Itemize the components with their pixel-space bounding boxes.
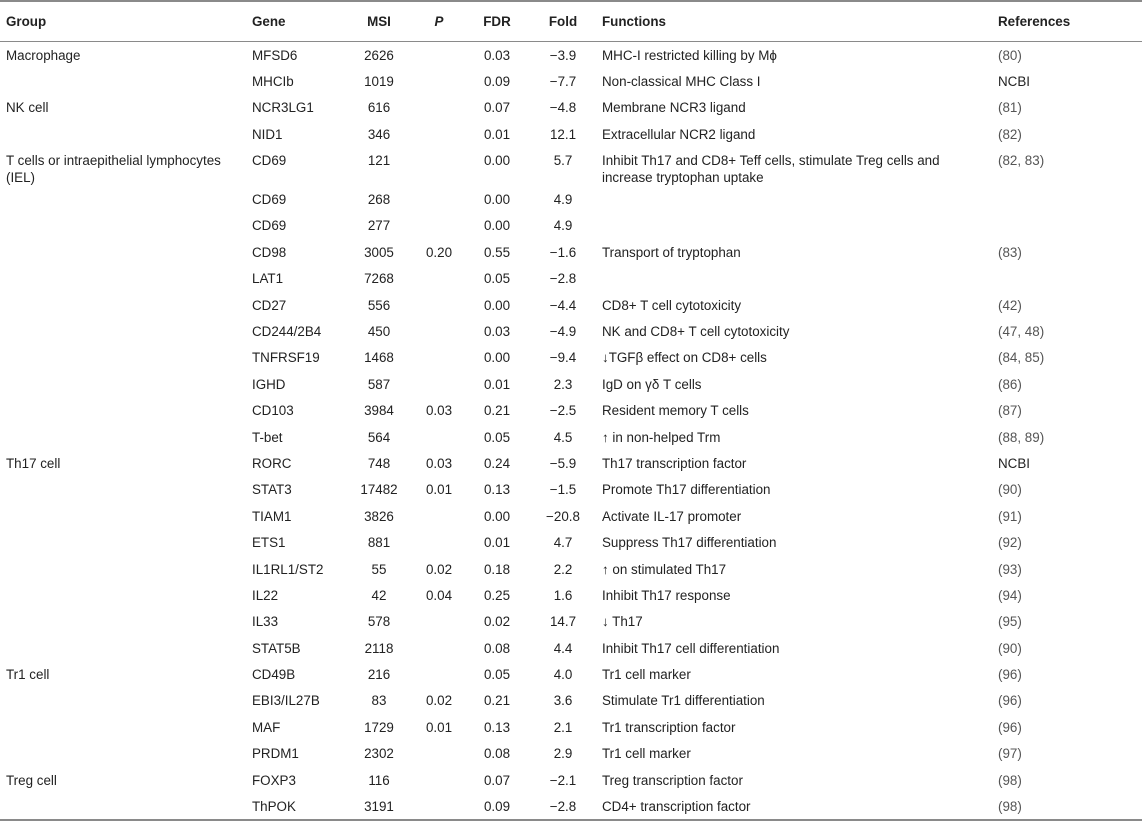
cell-p (414, 318, 464, 344)
cell-fdr: 0.08 (483, 640, 511, 656)
cell-p (414, 424, 464, 450)
cell-fdr: 0.01 (483, 535, 511, 551)
cell-gene: NID1 (252, 126, 283, 142)
cell-msi: 346 (367, 126, 391, 142)
cell-functions (596, 212, 992, 238)
cell-gene: IL33 (252, 614, 279, 630)
cell-references[interactable]: (84, 85) (998, 350, 1045, 366)
cell-msi: 3984 (364, 403, 394, 419)
cell-p (414, 529, 464, 555)
cell-p (414, 265, 464, 291)
cell-functions: Inhibit Th17 cell differentiation (602, 640, 780, 656)
cell-msi: 216 (367, 667, 391, 683)
cell-group (0, 740, 246, 766)
cell-fdr: 0.13 (483, 719, 511, 735)
cell-p (414, 344, 464, 370)
cell-functions: Suppress Th17 differentiation (602, 535, 777, 551)
cell-fold: −3.9 (549, 47, 577, 63)
cell-group (0, 503, 246, 529)
cell-group (0, 239, 246, 265)
table-body (0, 41, 1142, 820)
cell-references[interactable]: (96) (998, 719, 1022, 735)
cell-p (414, 292, 464, 318)
cell-references[interactable]: (83) (998, 244, 1022, 260)
cell-functions: Tr1 cell marker (602, 667, 691, 683)
cell-fold: 2.9 (553, 746, 573, 762)
cell-msi: 42 (371, 587, 387, 603)
cell-functions: ↑ in non-helped Trm (602, 429, 721, 445)
header-functions: Functions (596, 1, 992, 41)
cell-msi: 277 (367, 218, 391, 234)
cell-functions: Tr1 transcription factor (602, 719, 736, 735)
cell-gene: ETS1 (252, 535, 286, 551)
cell-gene: CD27 (252, 297, 287, 313)
cell-fold: −1.6 (549, 244, 577, 260)
table-row (0, 68, 1142, 94)
cell-gene: CD69 (252, 153, 287, 169)
cell-group (0, 714, 246, 740)
table-row (0, 503, 1142, 529)
cell-fdr: 0.18 (483, 561, 511, 577)
cell-msi: 2626 (364, 47, 394, 63)
cell-fold: −2.8 (530, 793, 596, 820)
cell-p: 0.20 (425, 244, 453, 260)
cell-functions: Stimulate Tr1 differentiation (602, 693, 765, 709)
cell-group (0, 186, 246, 212)
cell-group (0, 529, 246, 555)
cell-gene: TIAM1 (252, 508, 292, 524)
cell-fdr: 0.01 (483, 126, 511, 142)
cell-gene: PRDM1 (252, 746, 299, 762)
table-row (0, 529, 1142, 555)
cell-references (992, 186, 1142, 212)
cell-group (0, 635, 246, 661)
cell-fold: −7.7 (549, 73, 577, 89)
cell-msi: 587 (367, 376, 391, 392)
cell-msi: 3005 (364, 244, 394, 260)
table-row (0, 121, 1142, 147)
cell-references[interactable]: (94) (998, 587, 1022, 603)
cell-fdr: 0.05 (483, 667, 511, 683)
cell-functions: ↑ on stimulated Th17 (602, 561, 727, 577)
cell-msi: 1468 (364, 350, 394, 366)
cell-gene: IL22 (252, 587, 279, 603)
table-row (0, 740, 1142, 766)
cell-gene: CD98 (252, 244, 287, 260)
cell-fold: −4.8 (549, 100, 577, 116)
cell-p (414, 740, 464, 766)
cell-group (0, 292, 246, 318)
cell-msi: 556 (367, 297, 391, 313)
cell-fdr: 0.09 (464, 793, 530, 820)
cell-references[interactable]: (80) (998, 47, 1022, 63)
cell-gene: CD103 (252, 403, 294, 419)
cell-msi: 578 (367, 614, 391, 630)
cell-fdr: 0.00 (483, 153, 511, 169)
cell-functions: Treg transcription factor (602, 772, 743, 788)
cell-functions (596, 186, 992, 212)
cell-p (414, 121, 464, 147)
cell-gene: CD49B (252, 667, 296, 683)
cell-msi: 3191 (344, 793, 414, 820)
cell-functions: ↓TGFβ effect on CD8+ cells (602, 350, 767, 366)
header-fdr: FDR (464, 1, 530, 41)
cell-gene: EBI3/IL27B (252, 693, 320, 709)
table-row (0, 476, 1142, 502)
cell-p (414, 767, 464, 793)
cell-gene: RORC (252, 455, 292, 471)
cell-gene: MHCIb (252, 73, 294, 89)
cell-msi: 748 (367, 455, 391, 471)
cell-gene: TNFRSF19 (252, 350, 320, 366)
cell-p: 0.02 (425, 561, 453, 577)
cell-fdr: 0.21 (483, 693, 511, 709)
cell-fdr: 0.03 (483, 324, 511, 340)
table-row (0, 186, 1142, 212)
cell-msi: 450 (367, 324, 391, 340)
cell-fdr: 0.05 (483, 271, 511, 287)
cell-p (414, 41, 464, 68)
cell-references[interactable]: (91) (998, 508, 1022, 524)
cell-functions: Inhibit Th17 and CD8+ Teff cells, stimulate Treg cells and increase tryptophan uptake (602, 153, 940, 186)
cell-msi: 3826 (364, 508, 394, 524)
table-row (0, 424, 1142, 450)
cell-group (0, 793, 246, 820)
cell-functions: Resident memory T cells (602, 403, 749, 419)
cell-functions: IgD on γδ T cells (602, 376, 702, 392)
cell-group (0, 556, 246, 582)
cell-functions: Inhibit Th17 response (602, 587, 731, 603)
cell-group (0, 371, 246, 397)
cell-group (0, 212, 246, 238)
cell-references[interactable]: (96) (998, 667, 1022, 683)
cell-fdr: 0.00 (483, 297, 511, 313)
cell-references[interactable]: (82) (998, 126, 1022, 142)
cell-group (0, 582, 246, 608)
cell-functions: Transport of tryptophan (602, 244, 741, 260)
cell-fdr: 0.55 (483, 244, 511, 260)
cell-references[interactable]: (92) (998, 535, 1022, 551)
cell-functions: Activate IL-17 promoter (602, 508, 742, 524)
cell-fdr: 0.13 (483, 482, 511, 498)
cell-gene: STAT5B (252, 640, 301, 656)
cell-fold: 5.7 (553, 153, 573, 169)
cell-p (414, 608, 464, 634)
cell-msi: 268 (367, 192, 391, 208)
cell-gene: CD244/2B4 (252, 324, 322, 340)
cell-references[interactable]: (95) (998, 614, 1022, 630)
cell-fold: 2.1 (553, 719, 573, 735)
cell-fdr: 0.02 (483, 614, 511, 630)
cell-p: 0.01 (425, 719, 453, 735)
cell-references[interactable]: (98) (998, 772, 1022, 788)
cell-gene: FOXP3 (252, 772, 296, 788)
cell-gene: ThPOK (246, 793, 344, 820)
cell-p (414, 635, 464, 661)
cell-fold: −2.8 (549, 271, 577, 287)
cell-fold: 14.7 (549, 614, 577, 630)
header-msi: MSI (344, 1, 414, 41)
table-row (0, 292, 1142, 318)
cell-fdr: 0.08 (483, 746, 511, 762)
cell-fold: −20.8 (546, 508, 580, 524)
cell-msi: 616 (367, 100, 391, 116)
cell-group (0, 687, 246, 713)
cell-msi: 2302 (364, 746, 394, 762)
cell-references[interactable]: (97) (998, 746, 1022, 762)
cell-p: 0.01 (425, 482, 453, 498)
table-row (0, 582, 1142, 608)
cell-fdr: 0.03 (483, 47, 511, 63)
cell-msi: 17482 (360, 482, 398, 498)
cell-gene: NCR3LG1 (252, 100, 314, 116)
cell-msi: 881 (367, 535, 391, 551)
cell-msi: 564 (367, 429, 391, 445)
cell-msi: 83 (371, 693, 387, 709)
cell-references[interactable]: (93) (998, 561, 1022, 577)
cell-group (0, 265, 246, 291)
cell-group: T cells or intraepithelial lymphocytes (IEL) (6, 153, 221, 186)
table-row (0, 450, 1142, 476)
cell-gene: MFSD6 (252, 47, 298, 63)
cell-references[interactable]: (90) (998, 640, 1022, 656)
table-row (0, 318, 1142, 344)
cell-gene: CD69 (252, 218, 287, 234)
table-row (0, 41, 1142, 68)
cell-references[interactable]: (42) (998, 297, 1022, 313)
cell-fdr: 0.09 (483, 73, 511, 89)
table-row (0, 635, 1142, 661)
cell-fold: 2.2 (553, 561, 573, 577)
cell-fdr: 0.07 (483, 100, 511, 116)
cell-functions: Tr1 cell marker (602, 746, 691, 762)
cell-gene: MAF (252, 719, 281, 735)
cell-fold: −2.1 (549, 772, 577, 788)
cell-references[interactable]: (86) (998, 376, 1022, 392)
table-row (0, 793, 1142, 820)
cell-p (414, 147, 464, 186)
cell-p: 0.04 (425, 587, 453, 603)
cell-references (992, 265, 1142, 291)
cell-fold: 4.5 (553, 429, 573, 445)
cell-references[interactable]: (82, 83) (998, 153, 1045, 169)
cell-references[interactable]: (98) (992, 793, 1142, 820)
header-p: P (414, 1, 464, 41)
cell-references (992, 212, 1142, 238)
cell-references[interactable]: (47, 48) (998, 324, 1045, 340)
header-references: References (992, 1, 1142, 41)
cell-fold: 1.6 (553, 587, 573, 603)
cell-fdr: 0.05 (483, 429, 511, 445)
cell-group (0, 424, 246, 450)
table-row (0, 767, 1142, 793)
cell-fold: 4.9 (553, 192, 573, 208)
cell-gene: LAT1 (252, 271, 284, 287)
cell-p (414, 371, 464, 397)
header-fold: Fold (530, 1, 596, 41)
cell-functions (596, 265, 992, 291)
cell-functions: Membrane NCR3 ligand (602, 100, 746, 116)
header-group: Group (0, 1, 246, 41)
cell-fdr: 0.25 (483, 587, 511, 603)
cell-msi: 116 (368, 772, 390, 788)
cell-fold: 4.9 (553, 218, 573, 234)
cell-group (0, 121, 246, 147)
cell-functions: CD8+ T cell cytotoxicity (602, 297, 742, 313)
cell-p (414, 94, 464, 120)
cell-references[interactable]: (96) (998, 693, 1022, 709)
cell-group: Tr1 cell (6, 667, 50, 683)
cell-functions: NK and CD8+ T cell cytotoxicity (602, 324, 790, 340)
cell-fold: −9.4 (549, 350, 577, 366)
cell-fold: 2.3 (553, 376, 573, 392)
table-row (0, 556, 1142, 582)
cell-fold: 4.4 (553, 640, 573, 656)
cell-group: Macrophage (6, 47, 81, 63)
cell-references: NCBI (998, 455, 1030, 471)
cell-references[interactable]: (87) (998, 403, 1022, 419)
cell-fold: 3.6 (553, 693, 573, 709)
cell-functions: Non-classical MHC Class I (602, 73, 761, 89)
header-gene: Gene (246, 1, 344, 41)
cell-fold: −4.9 (549, 324, 577, 340)
cell-references[interactable]: (81) (998, 100, 1022, 116)
cell-gene: IGHD (252, 376, 286, 392)
cell-gene: STAT3 (252, 482, 292, 498)
cell-functions: MHC-I restricted killing by Mϕ (602, 47, 777, 63)
cell-p (414, 661, 464, 687)
cell-fold: −5.9 (549, 455, 577, 471)
cell-msi: 1729 (364, 719, 394, 735)
cell-fdr: 0.00 (483, 192, 511, 208)
cell-functions: Th17 transcription factor (602, 455, 747, 471)
table-row (0, 147, 1142, 186)
table-row (0, 239, 1142, 265)
cell-functions: Promote Th17 differentiation (602, 482, 771, 498)
cell-msi: 2118 (364, 640, 394, 656)
table-row (0, 212, 1142, 238)
header-row (0, 1, 1142, 41)
cell-group (0, 397, 246, 423)
cell-group (0, 344, 246, 370)
cell-group (0, 608, 246, 634)
table-row (0, 661, 1142, 687)
table-row (0, 714, 1142, 740)
cell-fold: −2.5 (549, 403, 577, 419)
cell-fdr: 0.21 (483, 403, 511, 419)
table-row (0, 397, 1142, 423)
cell-msi: 121 (367, 153, 391, 169)
cell-p (414, 503, 464, 529)
cell-group (0, 318, 246, 344)
table-row (0, 608, 1142, 634)
cell-gene: CD69 (252, 192, 287, 208)
cell-gene: T-bet (252, 429, 283, 445)
cell-group: NK cell (6, 100, 49, 116)
table-row (0, 344, 1142, 370)
cell-fdr: 0.07 (483, 772, 511, 788)
cell-p (414, 186, 464, 212)
cell-p: 0.03 (425, 455, 453, 471)
table-row (0, 371, 1142, 397)
cell-fdr: 0.00 (483, 508, 511, 524)
cell-group (0, 476, 246, 502)
cell-references: NCBI (998, 73, 1030, 89)
cell-references[interactable]: (88, 89) (998, 429, 1045, 445)
cell-p: 0.03 (425, 403, 453, 419)
cell-fold: −4.4 (549, 297, 577, 313)
cell-group: Treg cell (6, 772, 57, 788)
cell-functions: CD4+ transcription factor (596, 793, 992, 820)
cell-group (0, 68, 246, 94)
cell-references[interactable]: (90) (998, 482, 1022, 498)
cell-group: Th17 cell (6, 455, 61, 471)
cell-fdr: 0.00 (483, 350, 511, 366)
cell-msi: 7268 (364, 271, 394, 287)
cell-fdr: 0.00 (483, 218, 511, 234)
cell-fold: −1.5 (549, 482, 577, 498)
table-row (0, 687, 1142, 713)
cell-fdr: 0.24 (483, 455, 511, 471)
cell-gene: IL1RL1/ST2 (252, 561, 324, 577)
cell-functions: ↓ Th17 (602, 614, 643, 630)
cell-p (414, 793, 464, 820)
cell-fdr: 0.01 (483, 376, 511, 392)
cell-functions: Extracellular NCR2 ligand (602, 126, 756, 142)
cell-msi: 55 (371, 561, 387, 577)
cell-fold: 12.1 (549, 126, 577, 142)
cell-fold: 4.0 (553, 667, 573, 683)
cell-p: 0.02 (425, 693, 453, 709)
table-row (0, 265, 1142, 291)
cell-fold: 4.7 (553, 535, 573, 551)
cell-p (414, 212, 464, 238)
cell-p (414, 68, 464, 94)
cell-msi: 1019 (364, 73, 394, 89)
table-row (0, 94, 1142, 120)
